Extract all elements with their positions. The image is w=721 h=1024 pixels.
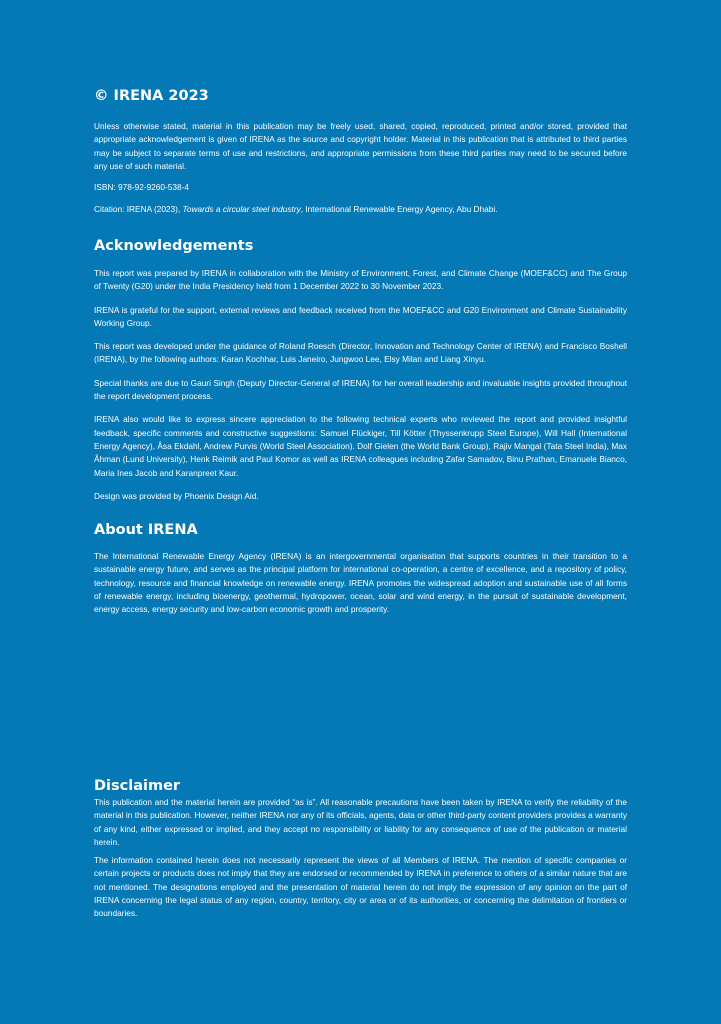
disclaimer-paragraph-2: The information contained herein does not necessarily represent the views of all Members of IRENA. The mention of specific companies or certain projects or products does not imply that they are endorsed or recommended by IRENA in preference to others of a similar nature that are not mentioned. The designations employed and the presentation of material herein do not imply the expression of any opinion on the part of IRENA concerning the legal status of any region, country, territory, city or area or of its authorities, or concerning the delimitation of frontiers or boundaries. — [94, 855, 627, 919]
ack-paragraph-4: Special thanks are due to Gauri Singh (Deputy Director-General of IRENA) for her overall leadership and invaluable insights provided throughout the report development process. — [94, 377, 627, 402]
ack-paragraph-3: This report was developed under the guidance of Roland Roesch (Director, Innovation and Technology Center of IRENA) and Francisco Boshell (IRENA), by the following authors: Karan Kochhar, Luis Janeiro, Jungwoo Lee, Elsy Milan and Liang Xinyu. — [94, 341, 627, 365]
copyright-heading: © IRENA 2023 — [94, 88, 209, 104]
ack-paragraph-1: This report was prepared by IRENA in collaboration with the Ministry of Environment, Forest, and Climate Change (MOEF&CC) and The Group of Twenty (G20) under the India Presidency held from 1 December 2022 to 30 November 2023. — [94, 268, 627, 292]
disclaimer-heading: Disclaimer — [94, 778, 181, 794]
about-section — [94, 521, 627, 616]
ack-paragraph-2: IRENA is grateful for the support, external reviews and feedback received from the MOEF&CC and G20 Environment and Climate Sustainability Working Group. — [94, 304, 627, 328]
isbn: ISBN: 978-92-9260-538-4 — [94, 182, 190, 193]
document-page — [94, 0, 627, 1024]
acknowledgements-heading: Acknowledgements — [94, 238, 254, 254]
acknowledgements-section — [94, 237, 627, 503]
disclaimer-paragraph-1: This publication and the material herein are provided “as is”. All reasonable precautions have been taken by IRENA to verify the reliability of the material in this publication. However, neither IRENA nor any of its officials, agents, data or other third-party content providers provides a warranty of any kind, either expressed or implied, and they accept no responsibility or liability for any consequence of use of the publication or material herein. — [94, 797, 627, 847]
citation-prefix: Citation: IRENA (2023), — [94, 204, 183, 215]
about-body: The International Renewable Energy Agency (IRENA) is an intergovernmental organisation that supports countries in their transition to a sustainable energy future, and serves as the principal platform for international co-operation, a centre of excellence, and a repository of policy, technology, resource and financial knowledge on renewable energy. IRENA promotes the widespread adoption and sustainable use of all forms of renewable energy, including bioenergy, geothermal, hydropower, ocean, solar and wind energy, in the pursuit of sustainable development, energy access, energy security and low-carbon economic growth and prosperity. — [94, 551, 627, 615]
disclaimer-section — [94, 777, 627, 921]
citation — [94, 203, 627, 216]
citation-suffix: , International Renewable Energy Agency, Abu Dhabi. — [300, 204, 498, 215]
ack-paragraph-5: IRENA also would like to express sincere appreciation to the following technical experts who reviewed the report and provided insightful feedback, specific comments and constructive suggestions: Samuel Flückiger, Till Kötter (Thyssenkrupp Steel Europe), Will Hall (International Energy Agency), Åsa Ekdahl, Andrew Purvis (World Steel Association). Dolf Gielen (the World Bank Group), Rajiv Mangal (Tata Steel India), Max Åhman (Lund University), Henk Reimik and Paul Komor as well as IRENA colleagues including Zafar Samadov, Binu Prathan, Emanuele Bianco, Maria Ines Jacob and Karanpreet Kaur. — [94, 414, 627, 478]
copyright-section — [94, 87, 627, 217]
citation-title: Towards a circular steel industry — [182, 204, 301, 215]
copyright-body: Unless otherwise stated, material in this publication may be freely used, shared, copied, reproduced, printed and/or stored, provided that appropriate acknowledgement is given of IRENA as the source and copyright holder. Material in this publication that is attributed to third parties may be subject to separate terms of use and restrictions, and appropriate permissions from these third parties may need to be secured before any use of such material. — [94, 121, 627, 171]
about-heading: About IRENA — [94, 522, 198, 538]
ack-paragraph-6: Design was provided by Phoenix Design Aid. — [94, 490, 259, 501]
